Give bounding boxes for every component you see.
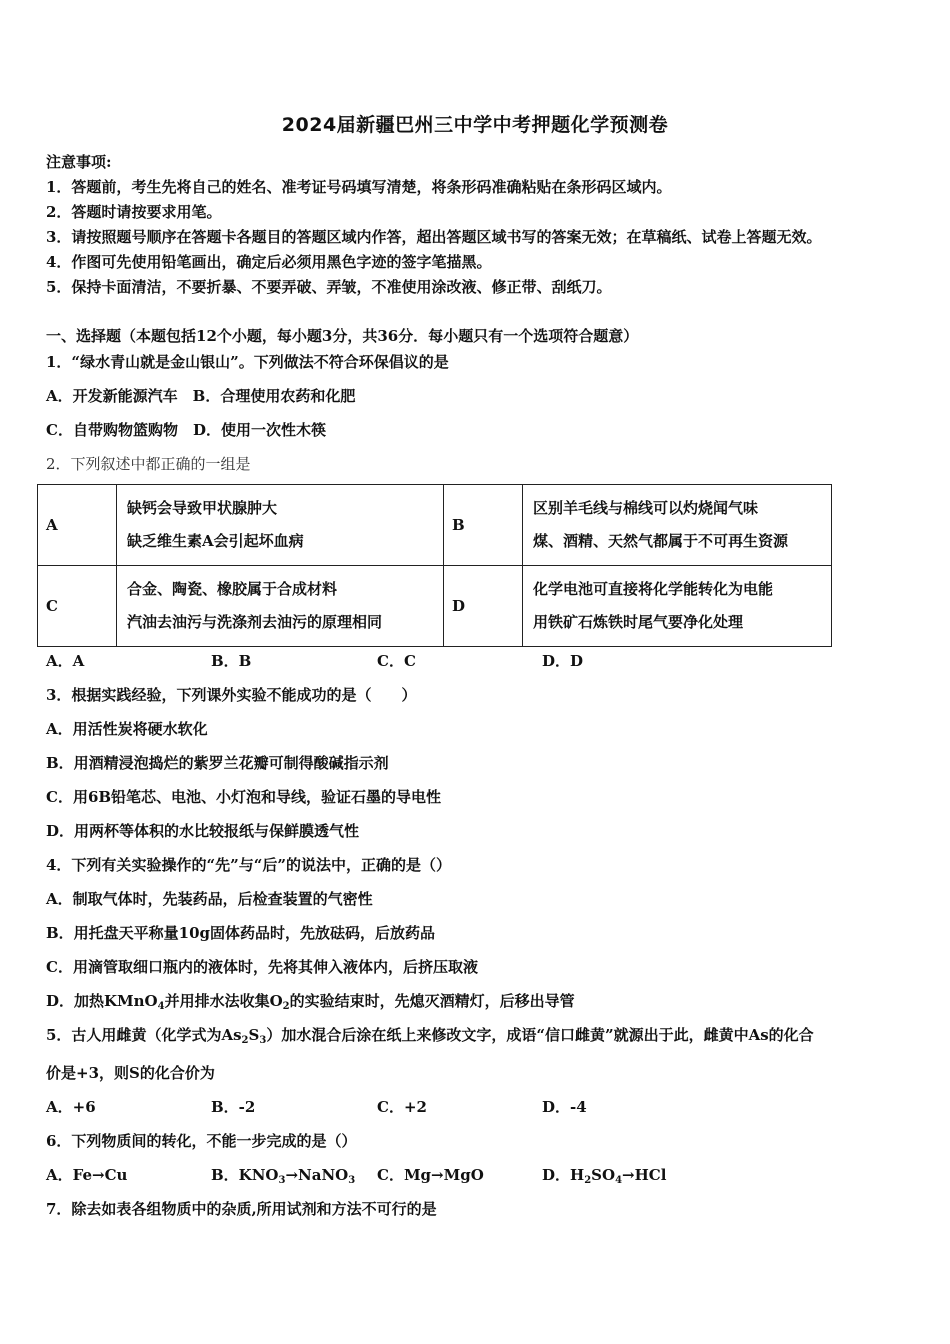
question-5-option-b: B．-2 bbox=[211, 1098, 256, 1116]
question-5-option-a: A．+6 bbox=[46, 1098, 96, 1116]
question-5-stem: 5．古人用雌黄（化学式为$As_2S_3$）加水混合后涂在纸上来修改文字，成语“信口雌黄”就源出于此，雌黄中As的化合 bbox=[46, 1026, 814, 1046]
cell-line: 煤、酒精、天然气都属于不可再生资源 bbox=[533, 532, 789, 550]
table-cell bbox=[523, 485, 832, 566]
cell-line: 用铁矿石炼铁时尾气要净化处理 bbox=[533, 613, 744, 631]
question-4-option-d: D．加热KMnO$_4$并用排水法收集$O_2$的实验结束时，先熄灭酒精灯，后移出导管 bbox=[46, 992, 575, 1012]
cell-line: 化学电池可直接将化学能转化为电能 bbox=[533, 580, 774, 598]
question-6-stem: 6．下列物质间的转化，不能一步完成的是（） bbox=[46, 1132, 357, 1150]
question-6-option-d: D．$H_2SO_4\to HCl$ bbox=[542, 1166, 667, 1186]
table-cell-label: C bbox=[38, 566, 117, 647]
question-4-stem: 4．下列有关实验操作的“先”与“后”的说法中，正确的是（） bbox=[46, 856, 451, 874]
question-2-table bbox=[37, 484, 832, 647]
question-6-option-a: A．Fe→Cu bbox=[46, 1166, 128, 1184]
table-cell-label: A bbox=[38, 485, 117, 566]
question-2-option-c: C．C bbox=[377, 652, 416, 670]
question-3-option-b: B．用酒精浸泡捣烂的紫罗兰花瓣可制得酸碱指示剂 bbox=[46, 754, 389, 772]
question-4-option-a: A．制取气体时，先装药品，后检查装置的气密性 bbox=[46, 890, 373, 908]
table-cell bbox=[117, 566, 444, 647]
page-title: 2024届新疆巴州三中学中考押题化学预测卷 bbox=[281, 114, 669, 136]
notice-item: 2．答题时请按要求用笔。 bbox=[46, 203, 222, 221]
section-heading: 一、选择题（本题包括12个小题，每小题3分，共36分．每小题只有一个选项符合题意） bbox=[46, 327, 639, 345]
question-2-option-b: B．B bbox=[211, 652, 252, 670]
question-4-option-b: B．用托盘天平称量10g固体药品时，先放砝码，后放药品 bbox=[46, 924, 436, 942]
question-2-stem: 2．下列叙述中都正确的一组是 bbox=[46, 455, 251, 473]
question-3-stem: 3．根据实践经验，下列课外实验不能成功的是（ ） bbox=[46, 686, 417, 704]
question-2-option-d: D．D bbox=[542, 652, 584, 670]
question-1-stem: 1．“绿水青山就是金山银山”。下列做法不符合环保倡议的是 bbox=[46, 353, 449, 371]
notice-heading: 注意事项: bbox=[46, 153, 112, 171]
notice-item: 5．保持卡面清洁，不要折暴、不要弄破、弄皱，不准使用涂改液、修正带、刮纸刀。 bbox=[46, 278, 612, 296]
cell-line: 缺钙会导致甲状腺肿大 bbox=[127, 499, 278, 517]
question-6-option-b: B．$KNO_3\to NaNO_3$ bbox=[211, 1166, 356, 1186]
cell-line: 缺乏维生素A会引起坏血病 bbox=[127, 532, 304, 550]
question-1-options-cd: C．自带购物篮购物 D．使用一次性木筷 bbox=[46, 421, 326, 439]
table-cell-label: D bbox=[444, 566, 523, 647]
question-5-stem-continued: 价是+3，则S的化合价为 bbox=[46, 1064, 215, 1082]
table-row bbox=[38, 485, 832, 566]
table-cell-label: B bbox=[444, 485, 523, 566]
question-3-option-d: D．用两杯等体积的水比较报纸与保鲜膜透气性 bbox=[46, 822, 360, 840]
notice-item: 4．作图可先使用铅笔画出，确定后必须用黑色字迹的签字笔描黑。 bbox=[46, 253, 492, 271]
question-2-option-a: A．A bbox=[46, 652, 85, 670]
cell-line: 区别羊毛线与棉线可以灼烧闻气味 bbox=[533, 499, 759, 517]
cell-line: 汽油去油污与洗涤剂去油污的原理相同 bbox=[127, 613, 383, 631]
question-6-option-c: C．Mg→MgO bbox=[377, 1166, 484, 1184]
question-3-option-a: A．用活性炭将硬水软化 bbox=[46, 720, 208, 738]
question-7-stem: 7．除去如表各组物质中的杂质,所用试剂和方法不可行的是 bbox=[46, 1200, 437, 1218]
question-3-option-c: C．用6B铅笔芯、电池、小灯泡和导线，验证石墨的导电性 bbox=[46, 788, 442, 806]
question-5-option-d: D．-4 bbox=[542, 1098, 587, 1116]
question-1-options-ab: A．开发新能源汽车 B．合理使用农药和化肥 bbox=[46, 387, 356, 405]
question-4-option-c: C．用滴管取细口瓶内的液体时，先将其伸入液体内，后挤压取液 bbox=[46, 958, 478, 976]
cell-line: 合金、陶瓷、橡胶属于合成材料 bbox=[127, 580, 338, 598]
table-cell bbox=[117, 485, 444, 566]
question-5-option-c: C．+2 bbox=[377, 1098, 427, 1116]
notice-item: 1．答题前，考生先将自己的姓名、准考证号码填写清楚，将条形码准确粘贴在条形码区域内。 bbox=[46, 178, 672, 196]
table-cell bbox=[523, 566, 832, 647]
notice-item: 3．请按照题号顺序在答题卡各题目的答题区域内作答，超出答题区域书写的答案无效；在草稿纸、试卷上答题无效。 bbox=[46, 228, 822, 246]
table-row bbox=[38, 566, 832, 647]
